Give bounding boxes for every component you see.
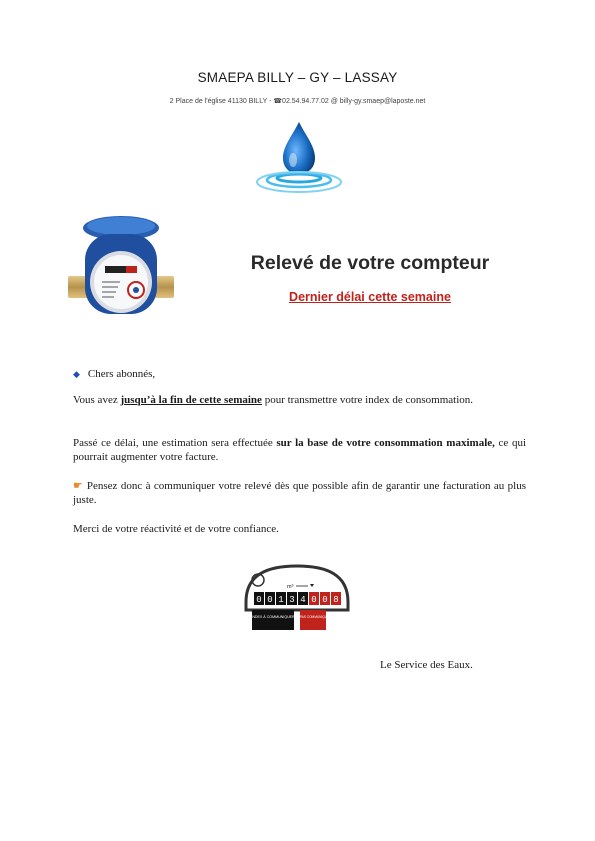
meter-index-diagram bbox=[238, 562, 356, 638]
notice-title: Relevé de votre compteur bbox=[250, 252, 490, 274]
paragraph-text: ce qui pourrait augmenter votre facture. bbox=[73, 437, 526, 463]
counter-digit: 0 bbox=[311, 595, 317, 605]
counter-digit: 0 bbox=[256, 595, 262, 605]
paragraph-text: Passé ce délai, une estimation sera effectuée bbox=[73, 437, 277, 449]
paragraph-deadline bbox=[73, 393, 526, 407]
organization-address: 2 Place de l'église 41130 BILLY - ☎02.54.94.77.02 @ billy-gy.smaep@laposte.net bbox=[169, 98, 426, 105]
paragraph-estimation bbox=[73, 436, 526, 464]
paragraph-thanks: Merci de votre réactivité et de votre confiance. bbox=[73, 523, 279, 535]
paragraph-text: pour transmettre votre index de consommation. bbox=[261, 394, 474, 406]
organization-title: SMAEPA BILLY – GY – LASSAY bbox=[197, 70, 398, 85]
greeting-text: Chers abonnés, bbox=[87, 368, 156, 380]
counter-digit: 0 bbox=[322, 595, 328, 605]
water-drop-icon bbox=[254, 118, 344, 198]
counter-digit: 0 bbox=[267, 595, 273, 605]
deadline-emphasis: jusqu’à la fin de cette semaine bbox=[120, 394, 262, 406]
counter-digit: 8 bbox=[333, 595, 339, 605]
index-label: INDEX À COMMUNIQUER bbox=[251, 615, 295, 619]
water-meter-picture bbox=[68, 214, 174, 324]
diamond-bullet-icon: ◆ bbox=[73, 369, 80, 379]
greeting bbox=[73, 367, 526, 381]
counter-digit: 1 bbox=[278, 595, 284, 605]
unit-label: m³ bbox=[287, 584, 294, 590]
signature: Le Service des Eaux. bbox=[380, 659, 473, 671]
counter-digit: 3 bbox=[289, 595, 295, 605]
paragraph-text: Pensez donc à communiquer votre relevé dès que possible afin de garantir une facturation au plus juste. bbox=[73, 480, 526, 506]
paragraph-reminder bbox=[73, 479, 526, 507]
counter-digit: 4 bbox=[300, 595, 306, 605]
do-not-communicate-label: NE PAS COMMUNIQUER bbox=[294, 615, 332, 619]
estimation-emphasis: sur la base de votre consommation maximale, bbox=[276, 437, 495, 449]
notice-subtitle: Dernier délai cette semaine bbox=[289, 290, 451, 304]
paragraph-text: Vous avez bbox=[73, 394, 121, 406]
pointing-hand-icon: ☛ bbox=[73, 480, 83, 492]
